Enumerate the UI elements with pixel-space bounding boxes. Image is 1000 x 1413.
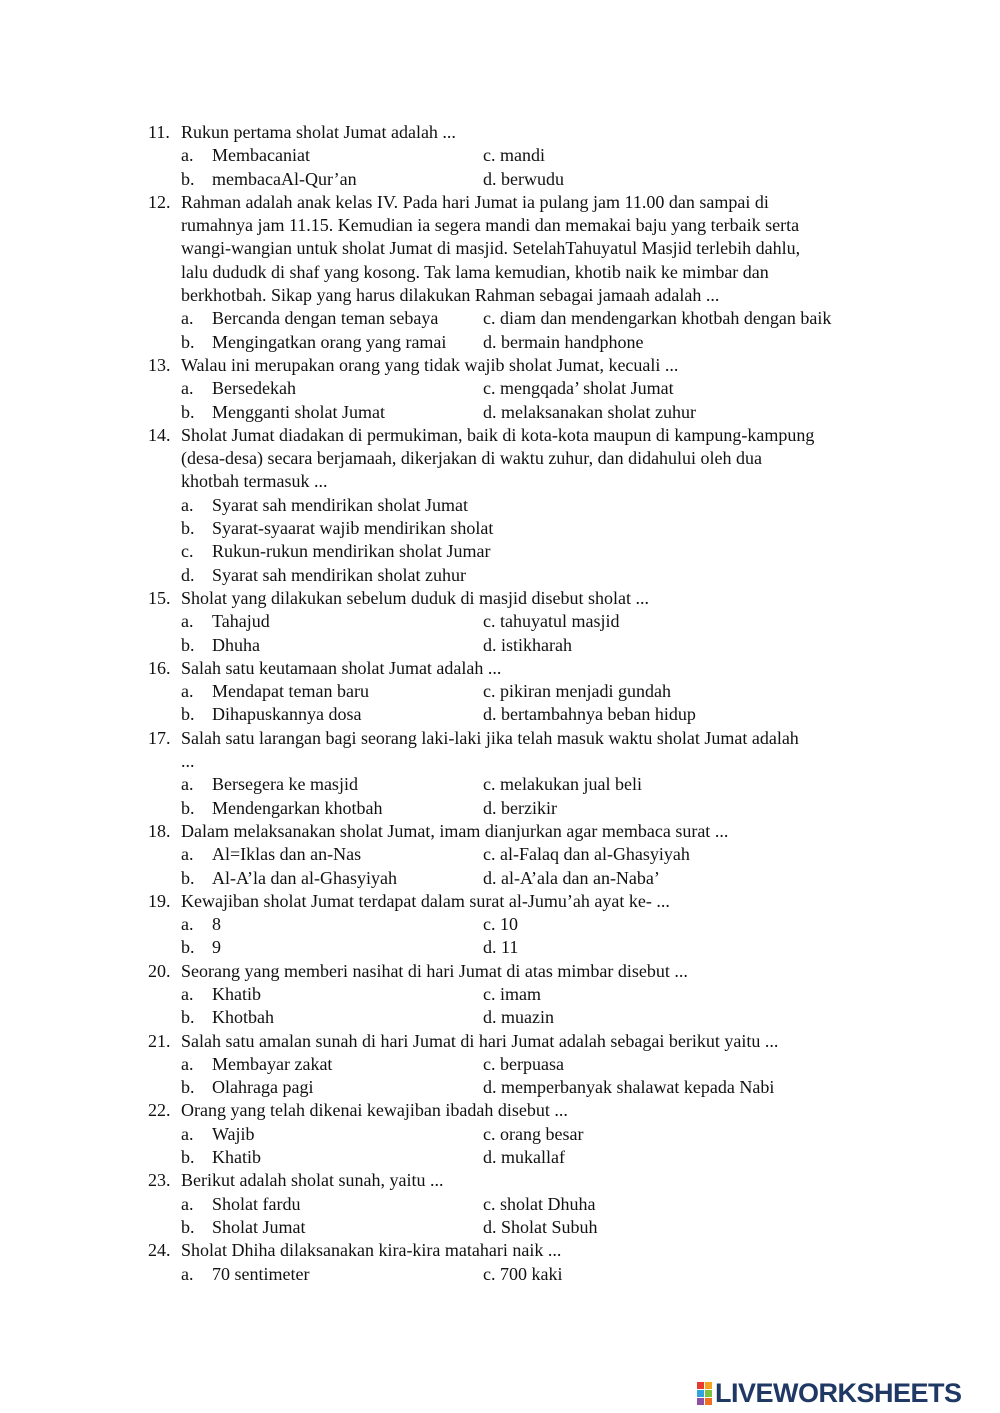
option-letter: b. [181, 331, 195, 352]
option-text: d. Sholat Subuh [483, 1216, 598, 1237]
option-letter: a. [181, 1123, 194, 1144]
option-row [0, 913, 1000, 936]
option-text: c. diam dan mendengarkan khotbah dengan baik [483, 308, 832, 329]
question-continuation-row [0, 284, 1000, 307]
option-text: c. 10 [483, 914, 518, 935]
question-number: 17. [148, 727, 171, 748]
option-row [0, 1123, 1000, 1146]
logo-square-icon [705, 1398, 712, 1405]
option-row [0, 1216, 1000, 1239]
option-row [0, 331, 1000, 354]
option-text: Bercanda dengan teman sebaya [212, 308, 439, 329]
option-text: Mendapat teman baru [212, 681, 369, 702]
option-text: d. berwudu [483, 168, 564, 189]
question-text: Sholat Jumat diadakan di permukiman, baik di kota-kota maupun di kampung-kampung [181, 424, 815, 445]
question-number: 19. [148, 890, 171, 911]
option-text: c. berpuasa [483, 1053, 564, 1074]
option-text: d. bertambahnya beban hidup [483, 704, 696, 725]
option-row [0, 144, 1000, 167]
option-text: Khatib [212, 983, 261, 1004]
option-letter: a. [181, 145, 194, 166]
question-continuation-row [0, 261, 1000, 284]
option-letter: a. [181, 914, 194, 935]
option-text: Bersedekah [212, 378, 296, 399]
question-text: Rukun pertama sholat Jumat adalah ... [181, 122, 456, 142]
option-row [0, 1006, 1000, 1029]
option-text: Dhuha [212, 634, 260, 655]
option-row [0, 797, 1000, 820]
option-text: Dihapuskannya dosa [212, 704, 362, 725]
option-row [0, 1193, 1000, 1216]
option-text: Bersegera ke masjid [212, 774, 358, 795]
option-letter: a. [181, 774, 194, 795]
option-text: Syarat sah mendirikan sholat zuhur [212, 564, 466, 585]
question-number: 24. [148, 1240, 171, 1261]
question-text: Sholat Dhiha dilaksanakan kira-kira matahari naik ... [181, 1240, 562, 1261]
option-text: c. 700 kaki [483, 1263, 563, 1284]
option-text: d. 11 [483, 937, 519, 958]
question-number: 15. [148, 587, 171, 608]
option-text: Khotbah [212, 1007, 274, 1028]
question-row [0, 1030, 1000, 1053]
question-number: 18. [148, 820, 171, 841]
option-row [0, 307, 1000, 330]
option-text: c. sholat Dhuha [483, 1193, 596, 1214]
worksheet [0, 121, 1000, 1286]
question-number: 20. [148, 960, 171, 981]
option-text: d. istikharah [483, 634, 572, 655]
option-letter: b. [181, 168, 195, 189]
question-text: berkhotbah. Sikap yang harus dilakukan Rahman sebagai jamaah adalah ... [181, 285, 720, 306]
option-letter: b. [181, 1147, 195, 1168]
question-row [0, 121, 1000, 144]
option-text: c. mandi [483, 145, 545, 166]
question-text: (desa-desa) secara berjamaah, dikerjakan di waktu zuhur, dan didahului oleh dua [181, 448, 763, 469]
question-row [0, 657, 1000, 680]
logo-square-icon [705, 1390, 712, 1397]
option-text: Al-A’la dan al-Ghasyiyah [212, 867, 397, 888]
option-text: d. memperbanyak shalawat kepada Nabi [483, 1077, 775, 1098]
logo-text: LIVEWORKSHEETS [715, 1377, 962, 1408]
option-text: 70 sentimeter [212, 1263, 310, 1284]
question-text: Seorang yang memberi nasihat di hari Jumat di atas mimbar disebut ... [181, 960, 688, 981]
option-letter: a. [181, 308, 194, 329]
option-text: 9 [212, 937, 221, 958]
question-text: Rahman adalah anak kelas IV. Pada hari Jumat ia pulang jam 11.00 dan sampai di [181, 191, 769, 212]
question-text: khotbah termasuk ... [181, 471, 328, 492]
option-row [0, 168, 1000, 191]
option-letter: a. [181, 378, 194, 399]
question-number: 14. [148, 424, 171, 445]
question-text: lalu dududk di shaf yang kosong. Tak lama kemudian, khotib naik ke mimbar dan [181, 261, 769, 282]
option-letter: b. [181, 518, 195, 539]
logo-square-icon [697, 1382, 704, 1389]
question-text: wangi-wangian untuk sholat Jumat di masjid. SetelahTahuyatul Masjid terlebih dahlu, [181, 238, 801, 259]
liveworksheets-logo [697, 1378, 962, 1408]
option-text: c. tahuyatul masjid [483, 611, 620, 632]
option-letter: b. [181, 867, 195, 888]
logo-square-icon [697, 1398, 704, 1405]
option-letter: a. [181, 1193, 194, 1214]
question-number: 16. [148, 657, 171, 678]
option-text: d. al-A’ala dan an-Naba’ [483, 867, 660, 888]
question-text: Salah satu keutamaan sholat Jumat adalah ... [181, 657, 502, 678]
option-letter: b. [181, 1077, 195, 1098]
question-number: 11. [148, 122, 170, 142]
option-text: d. muazin [483, 1007, 554, 1028]
option-text: Sholat fardu [212, 1193, 301, 1214]
question-number: 21. [148, 1030, 171, 1051]
liveworksheets-logo-icon [697, 1382, 712, 1405]
question-text: rumahnya jam 11.15. Kemudian ia segera mandi dan memakai baju yang terbaik serta [181, 215, 800, 236]
option-text: Membacaniat [212, 145, 310, 166]
question-row [0, 1169, 1000, 1192]
option-row [0, 1076, 1000, 1099]
question-continuation-row [0, 237, 1000, 260]
option-letter: a. [181, 611, 194, 632]
option-row [0, 843, 1000, 866]
question-row [0, 820, 1000, 843]
option-row [0, 1263, 1000, 1286]
option-letter: d. [181, 564, 195, 585]
question-text: Kewajiban sholat Jumat terdapat dalam surat al-Jumu’ah ayat ke- ... [181, 890, 670, 911]
option-letter: b. [181, 634, 195, 655]
question-row [0, 1099, 1000, 1122]
option-row [0, 936, 1000, 959]
question-text: Dalam melaksanakan sholat Jumat, imam dianjurkan agar membaca surat ... [181, 820, 729, 841]
question-text: Salah satu amalan sunah di hari Jumat di hari Jumat adalah sebagai berikut yaitu ... [181, 1030, 779, 1051]
option-letter: b. [181, 1007, 195, 1028]
option-text: Tahajud [212, 611, 270, 632]
question-row [0, 960, 1000, 983]
option-text: d. melaksanakan sholat zuhur [483, 401, 696, 422]
question-text: Berikut adalah sholat sunah, yaitu ... [181, 1170, 444, 1191]
option-letter: a. [181, 983, 194, 1004]
option-text: d. mukallaf [483, 1147, 565, 1168]
option-row [0, 634, 1000, 657]
option-letter: b. [181, 797, 195, 818]
question-row [0, 727, 1000, 750]
option-letter: b. [181, 401, 195, 422]
option-text: Rukun-rukun mendirikan sholat Jumar [212, 541, 491, 562]
option-text: Mengganti sholat Jumat [212, 401, 385, 422]
question-continuation-row [0, 750, 1000, 773]
option-text: Wajib [212, 1123, 255, 1144]
option-text: Syarat-syaarat wajib mendirikan sholat [212, 518, 494, 539]
option-row [0, 680, 1000, 703]
question-continuation-row [0, 214, 1000, 237]
option-text: c. orang besar [483, 1123, 584, 1144]
question-number: 13. [148, 354, 171, 375]
option-text: c. al-Falaq dan al-Ghasyiyah [483, 844, 690, 865]
option-row [0, 610, 1000, 633]
option-letter: a. [181, 1053, 194, 1074]
option-row [0, 494, 1000, 517]
option-letter: a. [181, 844, 194, 865]
question-number: 12. [148, 191, 171, 212]
option-text: Mengingatkan orang yang ramai [212, 331, 447, 352]
question-text: Walau ini merupakan orang yang tidak wajib sholat Jumat, kecuali ... [181, 354, 679, 375]
option-row [0, 1053, 1000, 1076]
option-text: c. mengqada’ sholat Jumat [483, 378, 674, 399]
question-continuation-row [0, 447, 1000, 470]
option-row [0, 703, 1000, 726]
question-row [0, 1239, 1000, 1262]
option-row [0, 983, 1000, 1006]
option-letter: a. [181, 681, 194, 702]
logo-square-icon [697, 1390, 704, 1397]
question-row [0, 354, 1000, 377]
option-text: membacaAl-Qur’an [212, 168, 357, 189]
question-row [0, 424, 1000, 447]
question-text: Salah satu larangan bagi seorang laki-laki jika telah masuk waktu sholat Jumat adalah [181, 727, 799, 748]
option-letter: a. [181, 1263, 194, 1284]
option-text: c. melakukan jual beli [483, 774, 642, 795]
option-letter: b. [181, 1216, 195, 1237]
option-text: d. berzikir [483, 797, 557, 818]
option-letter: a. [181, 494, 194, 515]
option-text: Mendengarkan khotbah [212, 797, 383, 818]
option-row [0, 1146, 1000, 1169]
question-row [0, 890, 1000, 913]
option-text: Khatib [212, 1147, 261, 1168]
option-letter: b. [181, 704, 195, 725]
option-letter: b. [181, 937, 195, 958]
option-text: Membayar zakat [212, 1053, 333, 1074]
option-row [0, 401, 1000, 424]
option-text: 8 [212, 914, 221, 935]
question-text: ... [181, 751, 195, 772]
option-text: Olahraga pagi [212, 1077, 314, 1098]
option-row [0, 867, 1000, 890]
option-text: c. pikiran menjadi gundah [483, 681, 671, 702]
option-row [0, 773, 1000, 796]
option-text: Al=Iklas dan an-Nas [212, 844, 362, 865]
option-text: Syarat sah mendirikan sholat Jumat [212, 494, 468, 515]
option-text: c. imam [483, 983, 541, 1004]
option-row [0, 540, 1000, 563]
question-row [0, 191, 1000, 214]
question-continuation-row [0, 470, 1000, 493]
option-text: d. bermain handphone [483, 331, 644, 352]
question-text: Orang yang telah dikenai kewajiban ibadah disebut ... [181, 1100, 568, 1121]
question-number: 22. [148, 1100, 171, 1121]
question-text: Sholat yang dilakukan sebelum duduk di masjid disebut sholat ... [181, 587, 649, 608]
logo-square-icon [705, 1382, 712, 1389]
option-row [0, 377, 1000, 400]
question-number: 23. [148, 1170, 171, 1191]
option-row [0, 564, 1000, 587]
option-row [0, 517, 1000, 540]
option-text: Sholat Jumat [212, 1216, 306, 1237]
question-row [0, 587, 1000, 610]
option-letter: c. [181, 541, 194, 562]
